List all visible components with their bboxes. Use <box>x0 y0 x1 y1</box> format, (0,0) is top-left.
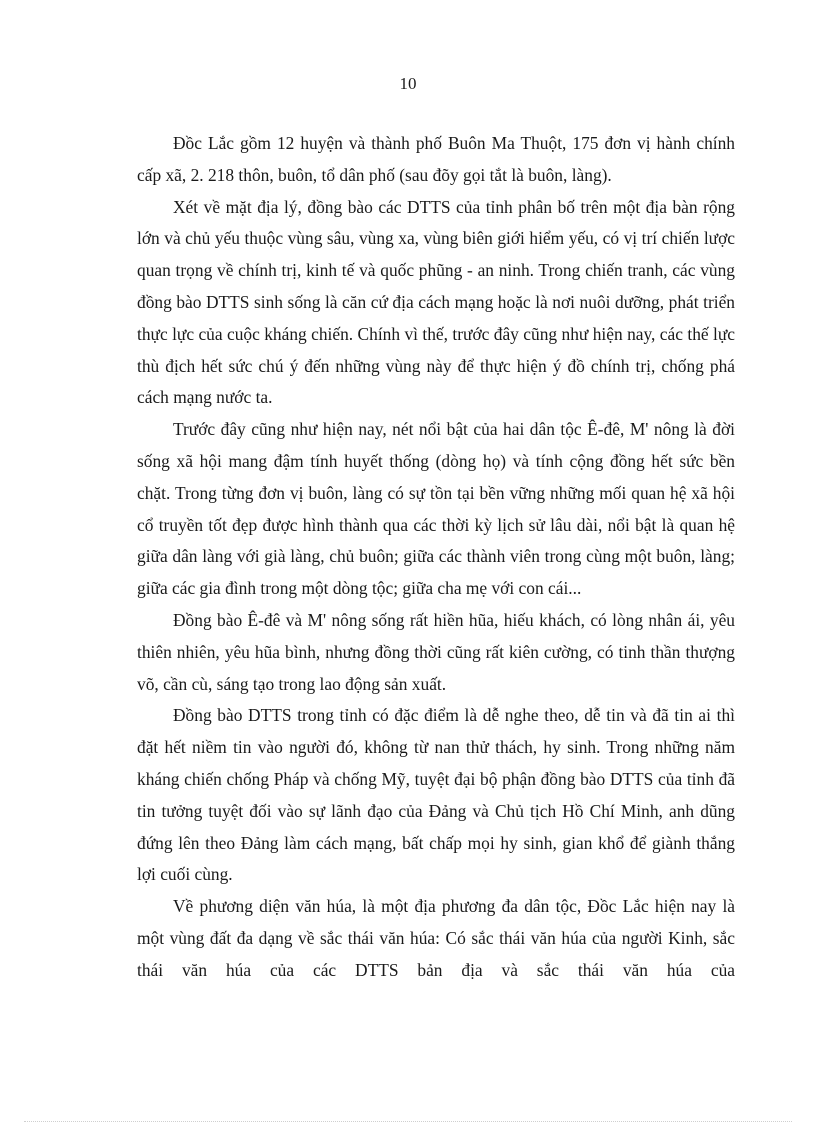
paragraph-2: Xét về mặt địa lý, đồng bào các DTTS của tỉnh phân bố trên một địa bàn rộng lớn và chủ yếu thuộc vùng sâu, vùng xa, vùng biên giới hiểm yếu, có vị trí chiến lược quan trọng về chính trị, kinh tế và quốc phũng - an ninh. Trong chiến tranh, các vùng đồng bào DTTS sinh sống là căn cứ địa cách mạng hoặc là nơi nuôi dưỡng, phát triển thực lực của cuộc kháng chiến. Chính vì thế, trước đây cũng như hiện nay, các thế lực thù địch hết sức chú ý đến những vùng này để thực hiện ý đồ chính trị, chống phá cách mạng nước ta. <box>137 196 735 408</box>
paragraph-1: Đồc Lắc gồm 12 huyện và thành phố Buôn Ma Thuột, 175 đơn vị hành chính cấp xã, 2. 218 thôn, buôn, tổ dân phố (sau đõy gọi tắt là buôn, làng). <box>137 133 735 185</box>
paragraph-6: Về phương diện văn húa, là một địa phương đa dân tộc, Đồc Lắc hiện nay là một vùng đất đa dạng về sắc thái văn húa: Có sắc thái văn húa của người Kinh, sắc thái văn húa của các DTTS bản địa và sắc thái văn húa của <box>137 896 735 980</box>
page-number: 10 <box>399 74 417 93</box>
page-bottom-divider <box>24 1121 792 1122</box>
document-body <box>137 128 735 987</box>
paragraph-4: Đồng bào Ê-đê và M' nông sống rất hiền hũa, hiếu khách, có lòng nhân ái, yêu thiên nhiên, yêu hũa bình, nhưng đồng thời cũng rất kiên cường, có tinh thần thượng võ, cần cù, sáng tạo trong lao động sản xuất. <box>137 609 735 694</box>
paragraph-5: Đồng bào DTTS trong tỉnh có đặc điểm là dễ nghe theo, dễ tin và đã tin ai thì đặt hết niềm tin vào người đó, không từ nan thử thách, hy sinh. Trong những năm kháng chiến chống Pháp và chống Mỹ, tuyệt đại bộ phận đồng bào DTTS của tỉnh đã tin tưởng tuyệt đối vào sự lãnh đạo của Đảng và Chủ tịch Hồ Chí Minh, anh dũng đứng lên theo Đảng làm cách mạng, bất chấp mọi hy sinh, gian khổ để giành thắng lợi cuối cùng. <box>137 705 735 885</box>
paragraph-3: Trước đây cũng như hiện nay, nét nổi bật của hai dân tộc Ê-đê, M' nông là đời sống xã hội mang đậm tính huyết thống (dòng họ) và tính cộng đồng hết sức bền chặt. Trong từng đơn vị buôn, làng có sự tồn tại bền vững những mối quan hệ xã hội cổ truyền tốt đẹp được hình thành qua các thời kỳ lịch sử lâu dài, nổi bật là quan hệ giữa dân làng với già làng, chủ buôn; giữa các thành viên trong cùng một buôn, làng; giữa các gia đình trong một dòng tộc; giữa cha mẹ với con cái... <box>137 419 735 599</box>
